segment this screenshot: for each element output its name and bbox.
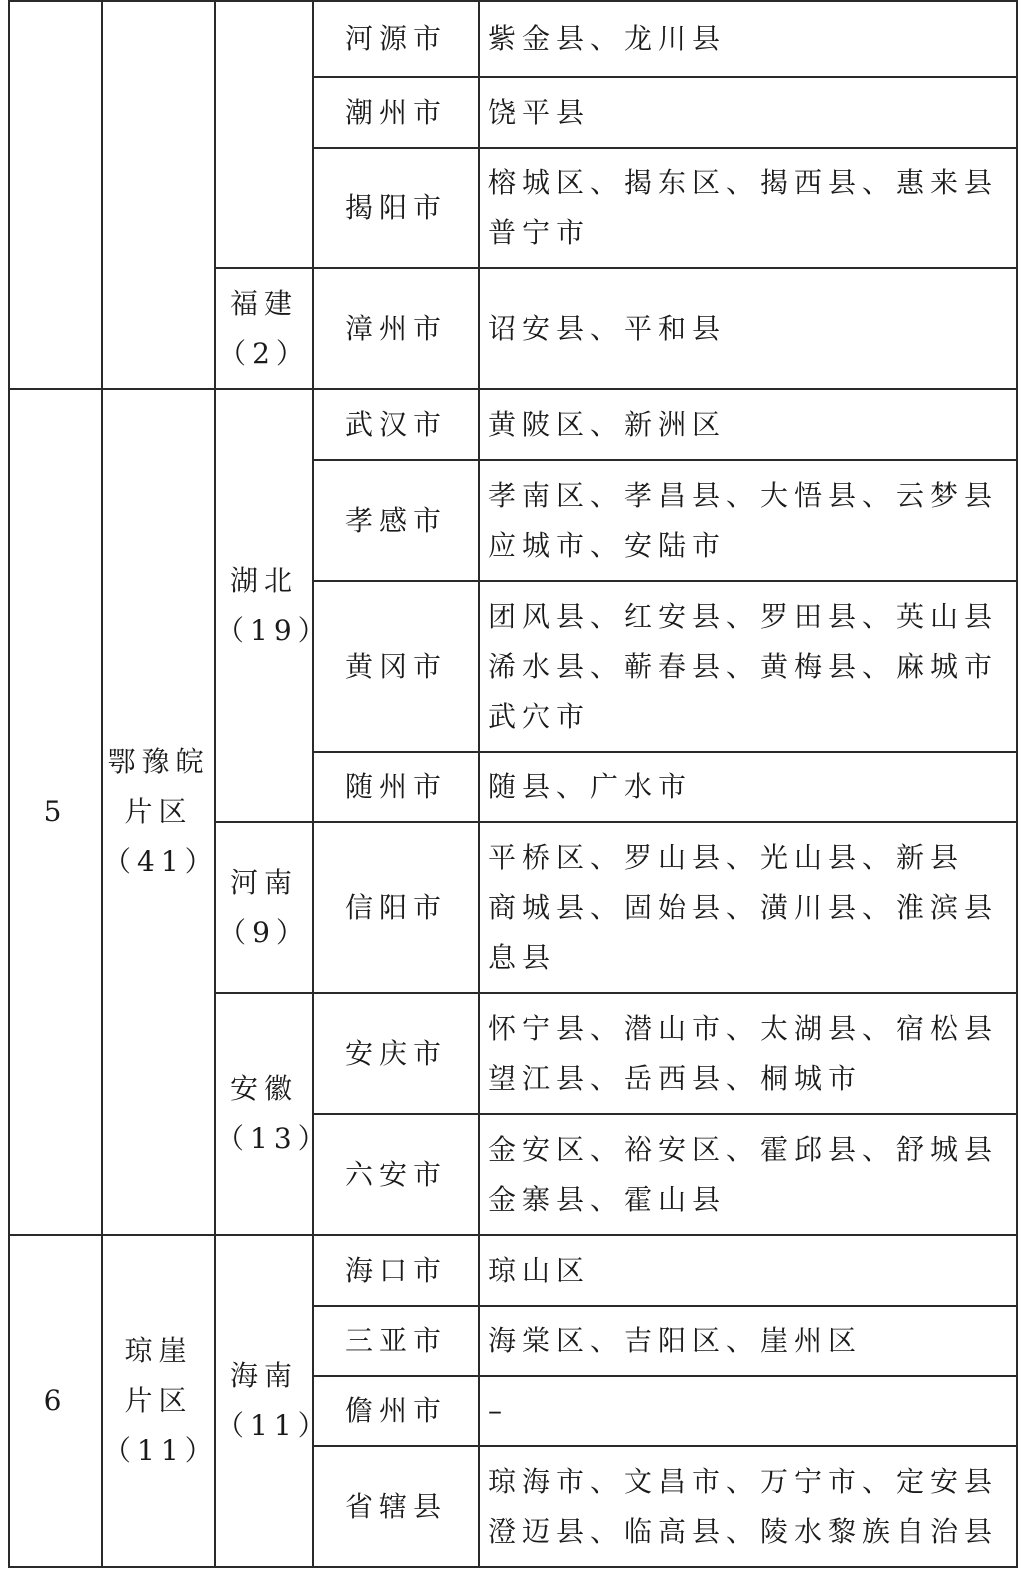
county-line: –: [488, 1394, 508, 1427]
county-line: 黄陂区、新洲区: [488, 407, 727, 441]
zone-number-cell: 6: [9, 1235, 102, 1567]
counties-cell: [479, 1376, 1017, 1446]
counties-cell: [479, 752, 1017, 822]
city-cell: 河源市: [313, 1, 479, 77]
table-row: [9, 1235, 1017, 1306]
county-line: 望江县、岳西县、桐城市: [488, 1061, 863, 1095]
county-line: 金安区、裕安区、霍邱县、舒城县: [488, 1132, 999, 1166]
counties-cell: [479, 148, 1017, 268]
city-cell: 海口市: [313, 1235, 479, 1306]
county-line: 琼山区: [488, 1253, 591, 1287]
province-name: 福建: [229, 286, 298, 320]
counties-cell: [479, 268, 1017, 389]
province-cell: [215, 268, 313, 389]
county-line: 紫金县、龙川县: [488, 22, 727, 55]
counties-cell: [479, 581, 1017, 752]
county-line: 饶平县: [488, 95, 591, 129]
counties-cell: [479, 1306, 1017, 1376]
county-line: 怀宁县、潜山市、太湖县、宿松县: [488, 1011, 999, 1045]
county-line: 息县: [488, 940, 557, 974]
zone-name-cell: [102, 1235, 219, 1567]
counties-cell: [479, 993, 1017, 1114]
province-name: 海南: [229, 1359, 298, 1392]
counties-cell: [479, 1, 1017, 77]
county-line: 商城县、固始县、潢川县、淮滨县: [488, 890, 999, 924]
city-cell: 孝感市: [313, 460, 479, 581]
province-cell: [215, 993, 332, 1235]
county-line: 应城市、安陆市: [488, 528, 727, 562]
city-cell: 信阳市: [313, 822, 479, 993]
city-cell: 安庆市: [313, 993, 479, 1114]
province-name: 安徽: [229, 1072, 298, 1105]
city-cell: 武汉市: [313, 389, 479, 460]
counties-cell: [479, 77, 1017, 148]
city-cell: 揭阳市: [313, 148, 479, 268]
county-line: 武穴市: [488, 699, 591, 733]
zone-count: （41）: [103, 845, 219, 878]
province-cell: [215, 822, 313, 993]
city-cell: 潮州市: [313, 77, 479, 148]
counties-cell: [479, 460, 1017, 581]
table-row: [9, 389, 1017, 460]
province-count: （19）: [216, 613, 332, 647]
counties-cell: [479, 1446, 1017, 1567]
county-line: 澄迈县、临高县、陵水黎族自治县: [488, 1514, 999, 1548]
region-table: [8, 0, 1018, 1568]
province-name: 湖北: [229, 563, 298, 597]
zone-count: （11）: [103, 1434, 219, 1467]
city-cell: 儋州市: [313, 1376, 479, 1446]
city-cell: 省辖县: [313, 1446, 479, 1567]
counties-cell: [479, 389, 1017, 460]
counties-cell: [479, 1235, 1017, 1306]
county-line: 海棠区、吉阳区、崖州区: [488, 1324, 863, 1357]
province-count: （9）: [218, 915, 310, 949]
zone-name-line: 鄂豫皖: [107, 745, 210, 778]
county-line: 浠水县、蕲春县、黄梅县、麻城市: [488, 649, 999, 683]
zone-name-cell: [102, 389, 219, 1235]
city-cell: 三亚市: [313, 1306, 479, 1376]
county-line: 孝南区、孝昌县、大悟县、云梦县: [488, 478, 999, 512]
zone-number-cell: [9, 1, 102, 389]
province-cell: [215, 389, 332, 822]
county-line: 随县、广水市: [488, 770, 693, 803]
zone-name-line: 片区: [124, 1384, 193, 1417]
zone-number-cell: 5: [9, 389, 102, 1235]
zone-name-line: 片区: [124, 795, 193, 828]
county-line: 金寨县、霍山县: [488, 1182, 727, 1216]
province-count: （11）: [216, 1409, 332, 1442]
county-line: 团风县、红安县、罗田县、英山县: [488, 599, 999, 633]
province-name: 河南: [229, 865, 298, 899]
zone-name-line: 琼崖: [124, 1334, 193, 1367]
county-line: 平桥区、罗山县、光山县、新县: [488, 840, 965, 874]
city-cell: 六安市: [313, 1114, 479, 1235]
city-cell: 随州市: [313, 752, 479, 822]
city-cell: 黄冈市: [313, 581, 479, 752]
county-line: 普宁市: [488, 216, 591, 249]
county-line: 榕城区、揭东区、揭西县、惠来县: [488, 166, 999, 199]
county-line: 琼海市、文昌市、万宁市、定安县: [488, 1464, 999, 1498]
table-row: [9, 1, 1017, 77]
province-cell: [215, 1, 313, 268]
province-cell: [215, 1235, 332, 1567]
city-cell: 漳州市: [313, 268, 479, 389]
counties-cell: [479, 822, 1017, 993]
counties-cell: [479, 1114, 1017, 1235]
province-count: （2）: [218, 336, 310, 370]
zone-name-cell: [102, 1, 215, 389]
county-line: 诏安县、平和县: [488, 311, 727, 345]
province-count: （13）: [216, 1122, 332, 1155]
